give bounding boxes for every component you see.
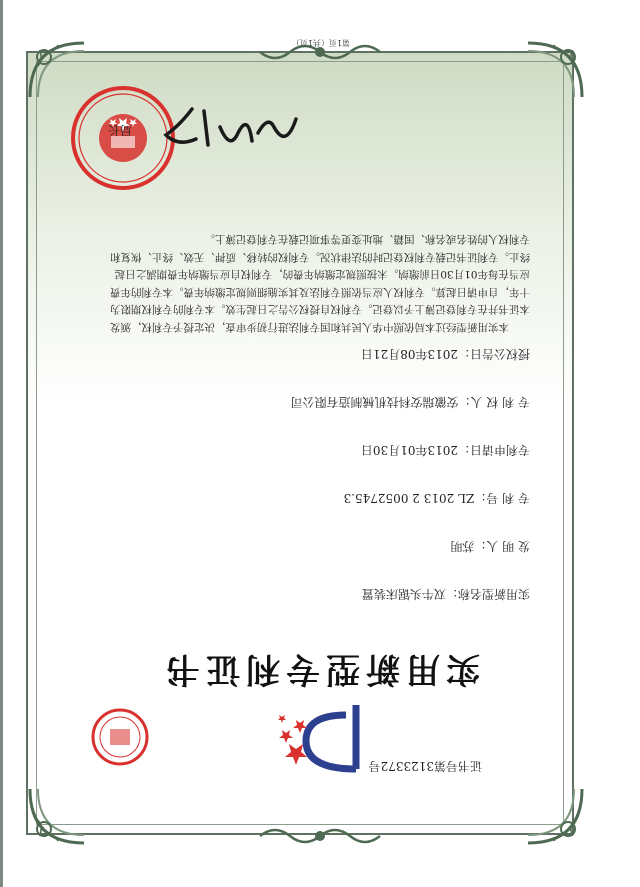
director-signature-icon	[154, 99, 304, 159]
special-seal-icon	[90, 707, 150, 767]
patent-number-field: 专 利 号：ZL 2013 2 0052745.3	[343, 491, 530, 505]
certificate-body-text: 本实用新型经过本局依照中华人民共和国专利法进行初步审查，决定授予专利权，颁发本证书并在专利登记簿上予以登记。专利权自授权公告之日起生效。本专利的专利权期限为十年，自申请日起算。专利权人应当依照专利法及其实施细则规定缴纳年费。本专利的年费应当在每年01月30日前缴纳。未按照规定缴纳年费的，专利权自应当缴纳年费期满之日起终止。专利证书记载专利权登记时的法律状况。专利权的转移、质押、无效、终止、恢复和专利权人的姓名或名称、国籍、地址变更等事项记载在专利登记簿上。	[110, 233, 530, 333]
patentee-field: 专 利 权 人：安徽瑞安科技机械制造有限公司	[290, 395, 530, 409]
utility-model-name: 实用新型名称：双牛头锯床装置	[361, 587, 530, 601]
corner-ornament-icon	[524, 39, 586, 101]
corner-ornament-icon	[524, 785, 586, 847]
scroll-ornament-icon	[250, 823, 390, 849]
scan-edge	[0, 0, 3, 887]
corner-ornament-icon	[26, 785, 88, 847]
application-date-field: 专利申请日：2013年01月30日	[360, 443, 530, 457]
page-mark: 第1页（共1页）	[291, 38, 350, 47]
cnipa-logo-icon	[266, 697, 386, 777]
certificate-title: 实用新型专利证书	[160, 649, 480, 689]
grant-date-field: 授权公告日：2013年08月21日	[360, 347, 530, 361]
director-label: 局长	[107, 123, 132, 137]
certificate-number: 证书号第3123372号	[368, 759, 482, 773]
inventor-field: 发 明 人：苏明	[450, 539, 530, 553]
